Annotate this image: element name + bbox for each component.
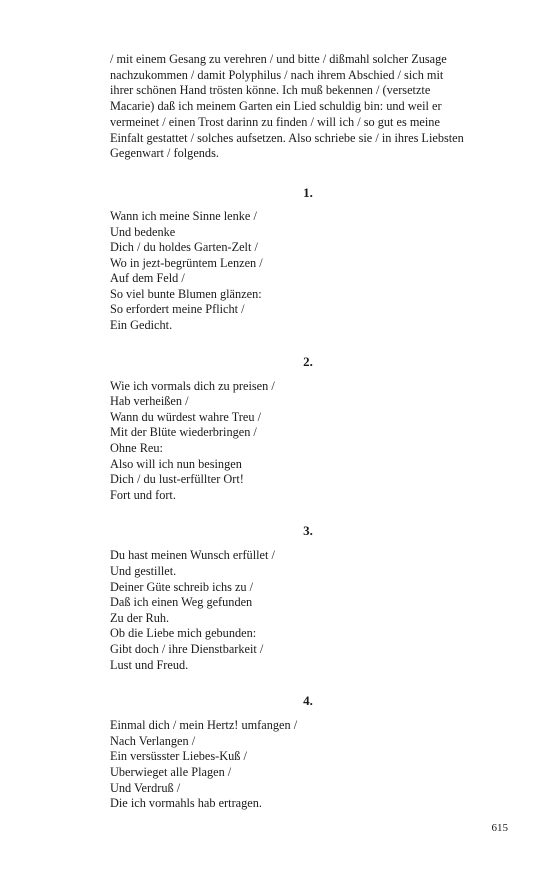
verse-line: Daß ich einen Weg gefunden	[110, 595, 253, 610]
verse-line: Uberwieget alle Plagen /	[110, 764, 232, 779]
page-body	[110, 52, 506, 812]
verse-line: Du hast meinen Wunsch erfüllet /	[110, 548, 275, 563]
verse-line: Lust und Freud.	[110, 657, 189, 672]
verse-line: Mit der Blüte wiederbringen /	[110, 425, 257, 440]
prose-line: ihrer schönen Hand trösten könne. Ich muß bekennen / (versetzte	[110, 83, 431, 98]
verse-line: Wo in jezt-begrüntem Lenzen /	[110, 255, 263, 270]
verse-line: Also will ich nun besingen	[110, 456, 242, 471]
stanza	[110, 379, 506, 504]
prose-line: vermeinet / einen Trost darinn zu finden / will ich / so gut es meine	[110, 114, 440, 129]
verse-line: Gibt doch / ihre Dienstbarkeit /	[110, 641, 264, 656]
stanza	[110, 548, 506, 673]
stanza-number: 4.	[303, 693, 313, 709]
prose-line: Gegenwart / folgends.	[110, 146, 219, 161]
stanza-number: 3.	[303, 523, 313, 539]
prose-line: Macarie) daß ich meinem Garten ein Lied schuldig bin: und weil er	[110, 99, 442, 114]
verse-line: Wann du würdest wahre Treu /	[110, 409, 261, 424]
verse-line: Fort und fort.	[110, 487, 176, 502]
verse-line: Zu der Ruh.	[110, 610, 170, 625]
verse-line: Und Verdruß /	[110, 780, 181, 795]
stanza	[110, 718, 506, 812]
stanza-number: 1.	[303, 184, 313, 200]
prose-line: nachzukommen / damit Polyphilus / nach ihrem Abschied / sich mit	[110, 67, 444, 82]
verse-line: Dich / du lust-erfüllter Ort!	[110, 472, 244, 487]
verse-line: So erfordert meine Pflicht /	[110, 302, 245, 317]
verse-line: Hab verheißen /	[110, 394, 189, 409]
verse-line: So viel bunte Blumen glänzen:	[110, 286, 262, 301]
prose-line: Einfalt gestattet / solches aufsetzen. Also schriebe sie / in ihres Liebsten	[110, 130, 464, 145]
verse-line: Und gestillet.	[110, 564, 177, 579]
verse-line: Wie ich vormals dich zu preisen /	[110, 378, 275, 393]
verse-line: Ob die Liebe mich gebunden:	[110, 626, 257, 641]
prose-paragraph	[110, 52, 506, 162]
stanza	[110, 209, 506, 334]
prose-line: / mit einem Gesang zu verehren / und bitte / dißmahl solcher Zusage	[110, 52, 447, 66]
verse-line: Nach Verlangen /	[110, 733, 196, 748]
verse-line: Ohne Reu:	[110, 441, 163, 456]
verse-line: Ein Gedicht.	[110, 318, 173, 333]
page-number: 615	[491, 822, 508, 834]
stanza-number: 2.	[303, 353, 313, 369]
verse-line: Ein versüsster Liebes-Kuß /	[110, 749, 247, 764]
verse-line: Dich / du holdes Garten-Zelt /	[110, 240, 258, 255]
verse-line: Wann ich meine Sinne lenke /	[110, 208, 257, 223]
verse-line: Einmal dich / mein Hertz! umfangen /	[110, 718, 298, 733]
verse-line: Deiner Güte schreib ichs zu /	[110, 579, 254, 594]
verse-line: Und bedenke	[110, 224, 176, 239]
verse-line: Auf dem Feld /	[110, 271, 185, 286]
verse-line: Die ich vormahls hab ertragen.	[110, 796, 262, 811]
